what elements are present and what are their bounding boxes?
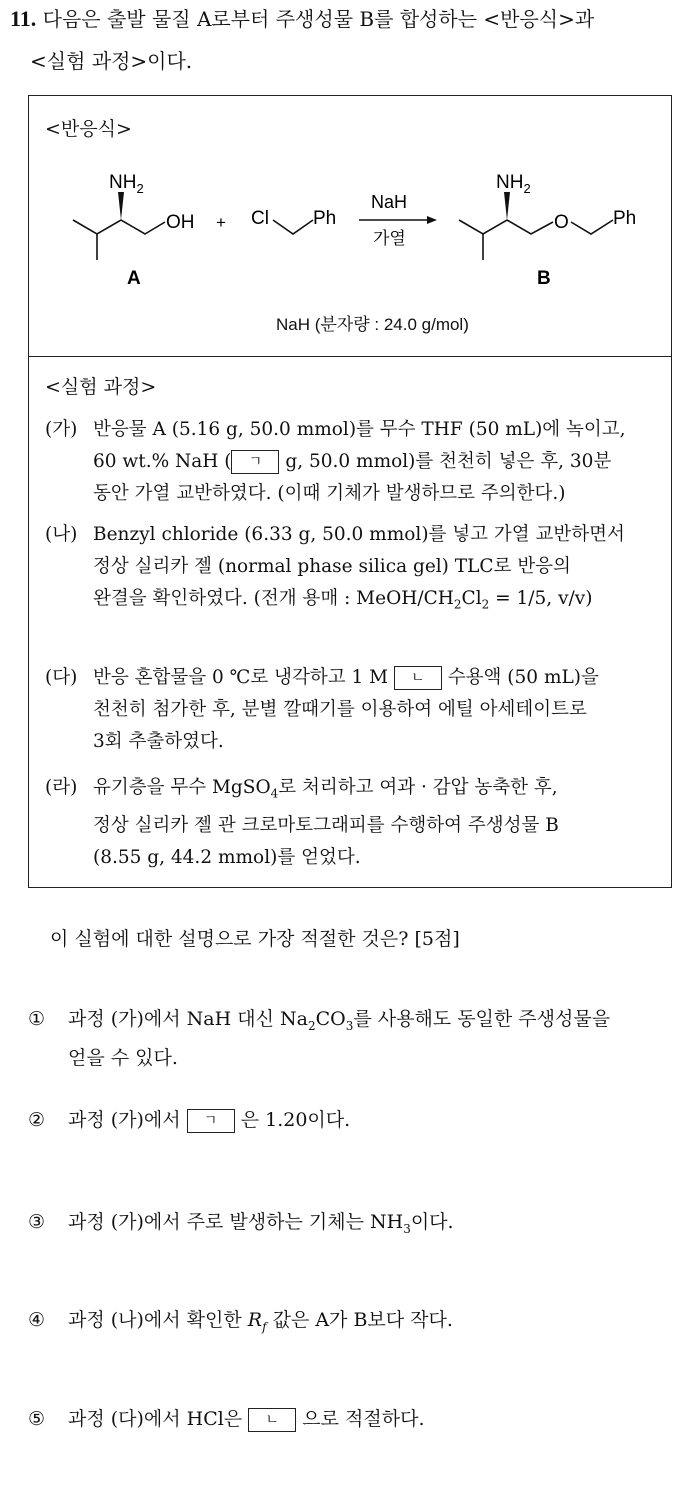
nah-molar-mass: NaH (분자량 : 24.0 g/mol) [276,315,469,334]
label-a: A [127,268,141,289]
blank-giyeok: ㄱ [187,1109,235,1133]
oh-label: OH [166,212,195,233]
box-divider [29,356,671,357]
ph-label: Ph [313,208,337,229]
step-tag: (다) [45,667,78,688]
label-b: B [537,268,551,289]
step-line: (8.55 g, 44.2 mmol)를 얻었다. [93,846,361,868]
step-tag: (나) [45,524,78,545]
step-tag: (가) [45,419,78,440]
question-stem [10,2,594,36]
arrow-head [427,216,437,224]
step-line: Benzyl chloride (6.33 g, 50.0 mmol)를 넣고 가열 교반하면서 [93,524,625,545]
ph-b-label: Ph [613,208,637,229]
blank-giyeok: ㄱ [231,450,279,474]
nh2-b: $NH_2$ [496,172,531,196]
step-line: 완결을 확인하였다. (전개 용매 : MeOH/$CH_2Cl_2 = 1/5$, v/v) [93,588,593,612]
step-line: 60 wt.% NaH ( ㄱ g, 50.0 mmol)를 천천히 넣은 후, 30분 [93,451,612,472]
reaction-title: <반응식> [45,118,132,140]
nh2-a: $NH_2$ [109,172,144,196]
reagent-label: NaH [371,192,408,212]
step-line: 3회 추출하였다. [93,731,224,752]
wedge-bond-a [118,192,124,220]
procedure-title: <실험 과정> [45,376,157,398]
step-line: 유기층을 무수 MgSO$_4$로 처리하고 여과 · 감압 농축한 후, [93,777,558,801]
step-line: 동안 가열 교반하였다. (이때 기체가 발생하므로 주의한다.) [93,483,566,504]
condition-label: 가열 [373,229,406,248]
info-box [28,95,672,888]
step-line: 정상 실리카 젤 (normal phase silica gel) TLC로 반응의 [93,556,571,577]
reaction-scheme [29,168,669,308]
step-line: 반응물 A (5.16 g, 50.0 mmol)를 무수 THF (50 mL)에 녹이고, [93,419,626,440]
step-tag: (라) [45,777,78,798]
cl-label: Cl [251,208,269,229]
step-line: 천천히 첨가한 후, 분별 깔때기를 이용하여 에틸 아세테이트로 [93,699,587,720]
blank-nieun: ㄴ [394,666,442,690]
molecule-a [73,220,165,260]
plus-sign: + [216,213,226,232]
oxygen-label: O [554,212,569,233]
question-prompt: 이 실험에 대한 설명으로 가장 적절한 것은? [5점] [50,928,460,950]
question-number: 11. [10,6,37,31]
wedge-bond-b [504,192,510,220]
step-line: 정상 실리카 젤 관 크로마토그래피를 수행하여 주생성물 B [93,814,559,836]
question-line-2: <실험 과정>이다. [30,49,193,73]
molecule-b [459,220,613,260]
step-line: 반응 혼합물을 0 ℃로 냉각하고 1 M ㄴ 수용액 (50 mL)을 [93,667,599,688]
question-line-1: 다음은 출발 물질 A로부터 주생성물 B를 합성하는 <반응식>과 [42,7,595,31]
blank-nieun: ㄴ [248,1408,296,1432]
